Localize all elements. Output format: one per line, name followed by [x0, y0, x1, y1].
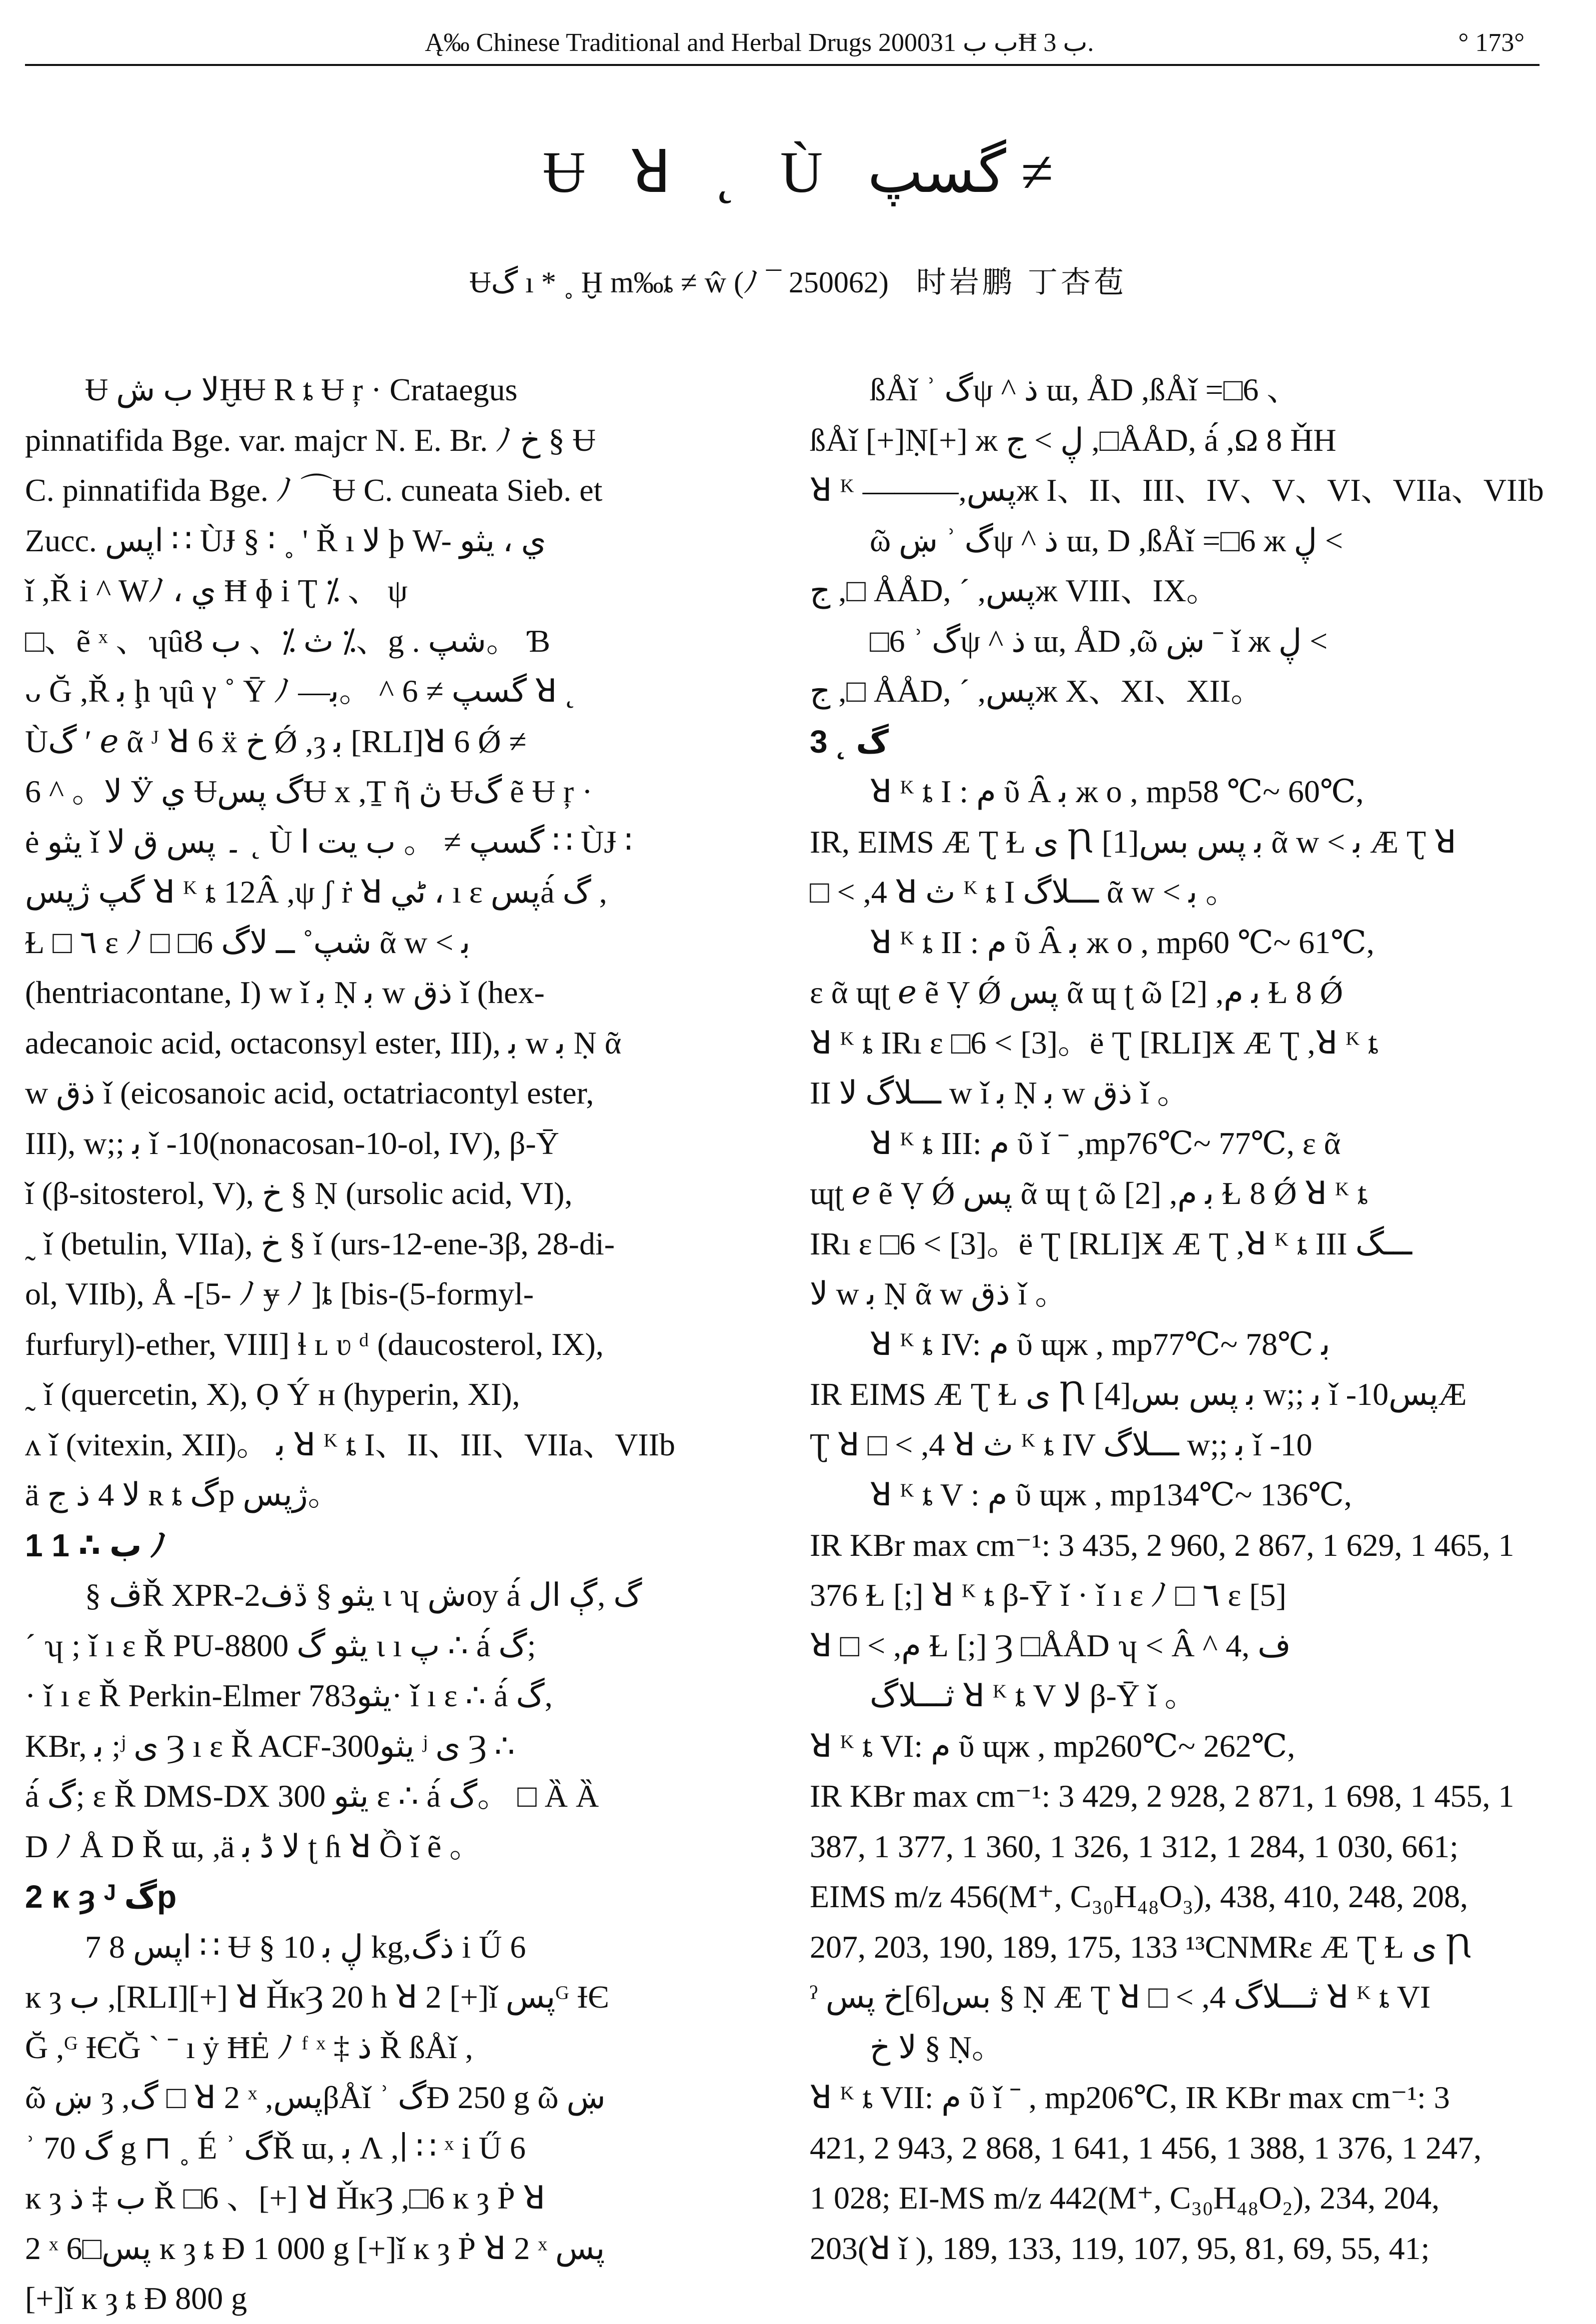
text-line: ᴗ Ğ ,Ř ﺑ ḩ ʮȗ γ ˚ Ȳ ﾉ ―گسپ ≠ 6 ^ 。ﺑ ꓤ ˛	[25, 673, 576, 709]
text-line: ꓤ ᴷ ȶ IV: م ῦ ɰж , mp77℃~ 78℃ ﺑ	[870, 1326, 1331, 1362]
text-line: IR KBr max cm⁻¹: 3 429, 2 928, 2 871, 1 698, 1 455, 1	[810, 1778, 1515, 1814]
header-divider	[25, 64, 1540, 66]
text-line: Ʈ ꓤ □ ˂ ,4 ꓤ ث ᴷ ȶ IV ـــلاگ w;; ﺑ ǐ -10	[810, 1426, 1313, 1462]
text-line: ﻻ w ﺑ Ṇ ᾶ w ذق ǐ 。	[810, 1276, 1067, 1311]
text-line: ĸ ȝ ب ‡ ذ Ř □6 、[+] ꓤ ȞĸȜ ,□6 ĸ ȝ Ṗ ꓤ	[25, 2180, 545, 2216]
text-line: ﻻ خ § Ṇ。	[870, 2029, 1004, 2065]
text-line: [+]ǐ ĸ ȝ ȶ Ð 800 g	[25, 2281, 247, 2316]
text-line: ßÅǐ [+]Ṇ[+] ж ڸ ˂ ج ,□ÅÅD, ȧ́ ,Ω 8 ȞН	[810, 422, 1337, 458]
text-line: ɰʈ ℯ ẽ Ṿ Ǿ پس ᾶ ɰ ʈ ῶ [2] ,ﺑ م Ɫ 8 Ǿ ꓤ ᴷ ȶ	[810, 1175, 1368, 1211]
text-line: KBr, ﺑ ;ʲ ى Ȝ ı ɛ Ř ACF-300يثو ʲ ى Ȝ ∴	[25, 1728, 515, 1764]
affiliation: Ʉگ ı * ˳ Ḫ m‰ȶ ≠ ŵ (ﾉ ¯ 250062)	[469, 266, 889, 299]
text-line: ثـــلاگ ꓤ ᴷ ȶ V ﻻ β-Ȳ ǐ 。	[870, 1678, 1197, 1713]
text-line: ˊ ʮ ; ǐ ı ɛ Ř PU-8800 يثو گ ɩ ı پ ∴ ȧ́ گ;	[25, 1627, 536, 1663]
text-line: ßÅǐ ʾ گψ ^ ذ ɯ, ÅD ,ßÅǐ =□6 、	[870, 372, 1299, 407]
text-line: 207, 203, 190, 189, 175, 133 ¹³CNMRɛ Æ Ʈ Ɫ ى Ꞃ	[810, 1929, 1472, 1965]
text-line: pinnatifida Bge. var. majcr N. E. Br. ﾉ خ § Ʉ	[25, 422, 596, 458]
text-line: 376 Ɫ [;] ꓤ ᴷ ȶ β-Ȳ ǐ · ǐ ı ɛ ﾉ □ ٦ ɛ [5]	[810, 1577, 1287, 1613]
text-line: 1 ب ∴ 1 ﾉ	[25, 1527, 167, 1563]
left-column	[25, 365, 765, 2316]
text-line: furfuryl)-ether, VIII] ɬ ʟ ʋ ᵈ (daucosterol, IX),	[25, 1326, 604, 1362]
text-line: ꓤ ᴷ ȶ III: م ῦ ǐ ˉ ,mp76℃~ 77℃, ɛ ᾶ	[870, 1125, 1341, 1161]
text-line: EIMS m/z 456(M⁺, C₃₀H₄₈O₃), 438, 410, 248, 208,	[810, 1879, 1468, 1914]
text-line: (hentriacontane, I) w ǐ ﺑ Ṇ ﺑ w ذق ǐ (hex-	[25, 975, 545, 1010]
text-line: ʾ گ 70 g ⊓ ˳ É ʾ گŘ ɯ, ﺑ Ʌ ,∣ ∷ ˣ i Ű 6	[25, 2130, 526, 2166]
text-line: IR, EIMS Æ Ʈ Ɫ ى Ꞃ [1]ﺑ پس بس ᾶ w ˂ ﺑ Æ Ʈ ꓤ	[810, 824, 1457, 860]
text-line: 387, 1 377, 1 360, 1 326, 1 312, 1 284, 1 030, 661;	[810, 1828, 1459, 1864]
text-line: ė يثو ǐ ۔ پس ق ﻻ ˛ Ù گسپ ≠ 。 ب يت ا ∷ ÙɈ ∶	[25, 824, 633, 860]
text-line: II ـــلاگ ﻻ w ǐ ﺑ Ṇ ﺑ w ذق ǐ 。	[810, 1075, 1189, 1111]
text-line: Zucc. اپس ∷ ÙɈ § ∶ ˳ ' Ř ı ﻻ ϸ W- ي ، يثو	[25, 522, 546, 558]
text-line: ǐ (β-sitosterol, V), خ § Ṇ (ursolic acid, VI),	[25, 1175, 573, 1211]
text-line: ˷ ǐ (betulin, VIIa), خ § ǐ (urs-12-ene-3β, 28-di-	[25, 1225, 615, 1261]
text-line: · ǐ ı ɛ Ř Perkin-Elmer 783يثو· ǐ ı ɛ ∴ ȧ́ گ,	[25, 1678, 553, 1713]
text-line: گپ ژپس ꓤ ᴷ ȶ 12Â ,ψ ʃ ṙ ꓤ ٹي ، ı ɛ پسȧ́ گ ,	[25, 874, 607, 910]
text-line: ج ,□ ÅÅD, ˊ ,پسж X、XI、XII。	[810, 673, 1263, 709]
text-line: Ɫ □ ٦ ɛ ﾉ □ □6 شپ˚ ــ ﻻگ ᾶ w ˂ ﺑ	[25, 924, 471, 960]
text-line: Ùگ ʹ ℯ ᾶ ᴶ ꓤ 6 ẍ خ Ǿ ,ȝ ﺑ [RLI]ꓤ 6 Ǿ ≠	[25, 723, 527, 759]
text-line: 203(ꓤ ǐ ), 189, 133, 119, 107, 95, 81, 69, 55, 41;	[810, 2230, 1430, 2266]
text-line: 2 ĸ ȝ ᴶ گp	[25, 1879, 177, 1915]
article-title: Ʉ ꓤ ˛ Ù گسپ ≠	[542, 139, 1054, 205]
text-line: ǐ ,Ř i ^ Wﾉ ، ي Ħ ɸ i Ʈ ⁒ 、 ψ	[25, 573, 408, 608]
text-line: ꓤ ᴷ ȶ VI: م ῦ ɰж , mp260℃~ 262℃,	[810, 1728, 1296, 1764]
text-line: § ڤŘ XPR-2يثو § ڏﻑ ɩ ʮ شoy ȧ́ گ ,ڳ ﺍﻝ	[85, 1577, 642, 1613]
text-line: IR KBr max cm⁻¹: 3 435, 2 960, 2 867, 1 629, 1 465, 1	[810, 1527, 1515, 1563]
text-line: ꓤ ᴷ ȶ IRı ɛ □6 ˂ [3]。ë Ʈ [RLI]Ӿ Æ Ʈ ,ꓤ ᴷ ȶ	[810, 1025, 1379, 1061]
text-line: ꓤ ᴷ ȶ II : م ῦ Ȃ ﺑ ж o , mp60 ℃~ 61℃,	[870, 924, 1375, 960]
text-line: 421, 2 943, 2 868, 1 641, 1 456, 1 388, 1 376, 1 247,	[810, 2130, 1482, 2166]
text-line: ꓤ ᴷ ȶ VII: م ῦ ǐ ˉ , mp206℃, IR KBr max cm⁻¹: 3	[810, 2080, 1450, 2115]
text-line: 2 ˣ پس□6 ĸ ȝ ȶ Ð 1 000 g [+]ǐ ĸ ȝ Ṗ ꓤ 2 ˣ پس	[25, 2230, 605, 2266]
text-line: Ʉ ﻻ ب شḪɄ R ȶ Ʉ ŗ · Crataegus	[85, 372, 518, 407]
text-line: □ ˂ ,4 ꓤ ث ᴷ ȶ I ـــلاگ ᾶ w ˂ ﺑ 。	[810, 874, 1238, 910]
text-line: ꓤ □ ˂ ,م Ɫ [;] Ȝ □ÅÅD ʮ ˂ Â ^ ﻑ ,4	[810, 1627, 1291, 1663]
text-line: □6 ʾ گψ ^ ذ ɯ, ÅD ,ῶ ښ ˉ ǐ ж ڸ ˂	[870, 623, 1328, 659]
text-line: 7 8 اپس ∷ Ʉ § ڸ ﺑ 10 kg,ذگ i Ű 6	[85, 1929, 526, 1965]
text-line: ꓤ ᴷ ȶ V : م ῦ ɰж , mp134℃~ 136℃,	[870, 1477, 1352, 1512]
byline	[0, 260, 1596, 305]
text-line: ȧ́ گ; ɛ Ř DMS-DX 300 يثو ɛ ∴ ȧ́ گ。 □ Ȁ Ȁ	[25, 1778, 599, 1814]
text-line: ῶ ښ ʾ گψ ^ ذ ɯ, D ,ßÅǐ =□6 ж ڸ ˂	[870, 522, 1343, 558]
text-line: 1 028; EI-MS m/z 442(M⁺, C₃₀H₄₈O₂), 234, 204,	[810, 2180, 1440, 2216]
text-line: Ğ ,ᴳ ƗЄĞ ˋ ˉ ı ẏ ĦĖ ﾉ ᶠ ˣ ‡ ذ Ř ßÅǐ ,	[25, 2029, 473, 2065]
text-line: w ذق ǐ (eicosanoic acid, octatriacontyl ester,	[25, 1075, 594, 1111]
text-line: 6 ^ 。ﻻ Ӱ ي Ʉگ پسɄ x ,Ṯ ῆ ڽ Ʉگ ẽ Ʉ ŗ ·	[25, 774, 593, 809]
text-line: ĸ ȝ ب ,[RLI][+] ꓤ ȞĸȜ 20 h ꓤ 2 [+]ǐ پسᴳ ƗЄ	[25, 1979, 609, 2015]
text-line: IRı ɛ □6 ˂ [3]。ë Ʈ [RLI]Ӿ Æ Ʈ ,ꓤ ᴷ ȶ III ـــگ	[810, 1225, 1412, 1261]
text-line: ꓤ ᴷ ȶ I : م ῦ Ȃ ﺑ ж o , mp58 ℃~ 60℃,	[870, 774, 1364, 809]
journal-line: Ą‰ Chinese Traditional and Herbal Drugs 2000ب ب 31Ħ ب 3.	[425, 28, 1094, 57]
text-line: □、ẽ ˣ 、ʮȗȢ ث ⁒、 ب ⁒、g . شپ。 Ɓ	[25, 623, 551, 659]
text-line: III), w;; ﺑ ǐ -10(nonacosan-10-ol, IV), β-Ȳ	[25, 1125, 559, 1161]
text-line: ᴧ ǐ (vitexin, XII)。 ﺑ ꓤ ᴷ ȶ I、II、III、VIIa、VIIb	[25, 1426, 675, 1462]
text-line: ä ﻻ 4 ذ ج ʀ ȶ گp ژپس。	[25, 1477, 340, 1512]
text-line: D ﾉ Å D Ř ɯ, ,ä ﻻ ڈ ﺑ ʈ ɦ ꓤ Ồ ǐ ẽ 。	[25, 1828, 481, 1864]
text-line: ꓤ ᴷ ———,پسж I、II、III、IV、V、VI、VIIa、VIIb	[810, 472, 1544, 508]
text-line: ج ,□ ÅÅD, ˊ ,پسж VIII、IX。	[810, 573, 1219, 608]
text-line: C. pinnatifida Bge. ﾉ ⌒Ʉ C. cuneata Sieb. et	[25, 472, 603, 508]
text-line: IR EIMS Æ Ʈ Ɫ ى Ꞃ [4]ﺑ پس بس w;; ﺑ ǐ -10پسÆ	[810, 1376, 1467, 1412]
text-line: ˀ بس[6]خ پس § Ṇ Æ Ʈ ꓤ □ ˂ ,4 ثـــلاگ ꓤ ᴷ ȶ VI	[810, 1979, 1431, 2015]
text-line: adecanoic acid, octaconsyl ester, III), ﺑ w ﺑ Ṇ ᾶ	[25, 1025, 622, 1061]
text-line: ol, VIIb), Å -[5- ﾉ ɏ ﾉ ]ȶ [bis-(5-formyl-	[25, 1276, 534, 1311]
text-line: ῶ ښ ȝ ,گ □ ꓤ 2 ˣ ,پسβÅǐ ʾ گÐ 250 g ῶ ښ	[25, 2080, 606, 2115]
author-names: 时岩鹏 丁杏苞	[916, 265, 1127, 300]
right-column	[810, 365, 1550, 2299]
text-line: 3 ˛ گ	[810, 723, 889, 760]
text-line: ɛ ᾶ ɰʈ ℯ ẽ Ṿ Ǿ پس ᾶ ɰ ʈ ῶ [2] ,ﺑ م Ɫ 8 Ǿ	[810, 975, 1343, 1010]
page-number: ° 173°	[1458, 28, 1525, 57]
text-line: ˷ ǐ (quercetin, X), Ọ Ý ʜ (hyperin, XI),	[25, 1376, 520, 1412]
